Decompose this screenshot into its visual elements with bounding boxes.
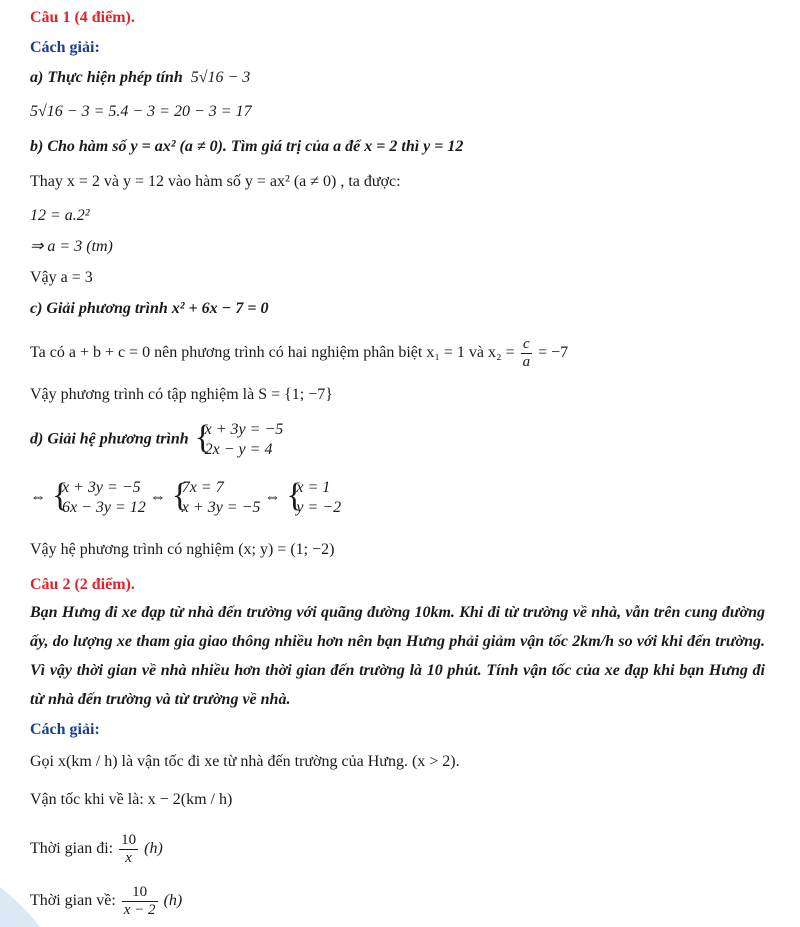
q1d-step3-eq2: y = −2: [296, 499, 342, 516]
q1b-substitution: Thay x = 2 và y = 12 vào hàm số y = ax² (a ≠ 0) , ta được:: [30, 173, 401, 190]
q2-time-return-fraction: [122, 884, 158, 919]
q1c-fraction: [521, 336, 533, 371]
q1d-system-eq1: x + 3y = −5: [204, 421, 284, 438]
q2-time-return-label: Thời gian về:: [30, 892, 116, 910]
q1c-solution-set: Vậy phương trình có tập nghiệm là S = {1; −7}: [30, 386, 333, 403]
q1c-roots-value: = −7: [538, 344, 569, 362]
equivalence-arrow: ⇔: [264, 488, 281, 506]
q1a-work: 5√16 − 3 = 5.4 − 3 = 20 − 3 = 17: [30, 103, 252, 120]
q1d-step2-eq1: 7x = 7: [181, 479, 224, 496]
q1c-fraction-den: a: [522, 354, 531, 370]
q1d-step1: { x + 3y = −5 6x − 3y = 12: [52, 477, 146, 516]
q2-time-return-unit: (h): [163, 892, 183, 910]
q1d-step2: { 7x = 7 x + 3y = −5: [171, 477, 261, 516]
q2-heading: Câu 2 (2 điểm).: [30, 576, 135, 593]
q1d-conclusion: Vậy hệ phương trình có nghiệm (x; y) = (1; −2): [30, 541, 335, 558]
equivalence-arrow: ⇔: [149, 488, 166, 506]
q1c-fraction-num: c: [521, 336, 533, 354]
q2-time-go-unit: (h): [144, 840, 163, 858]
q2-return-speed: Vận tốc khi về là: x − 2(km / h): [30, 791, 233, 808]
q1b-conclusion: Vậy a = 3: [30, 269, 93, 286]
q1d-step2-eq2: x + 3y = −5: [181, 499, 261, 516]
q1a-prompt: [30, 68, 250, 88]
q1-heading: Câu 1 (4 điểm).: [30, 9, 135, 26]
q1c-roots-text: Ta có a + b + c = 0 nên phương trình có hai nghiệm phân biệt x₁ = 1 và x₂ =: [30, 344, 515, 362]
q1b-result: ⇒ a = 3 (tm): [30, 238, 113, 255]
q2-time-go-num: 10: [121, 832, 137, 848]
q2-time-return-den: x − 2: [123, 902, 156, 918]
q1b-prompt: b) Cho hàm số y = ax² (a ≠ 0). Tìm giá trị của a để x = 2 thì y = 12: [30, 138, 464, 155]
q2-method-label: Cách giải:: [30, 721, 100, 738]
q1d-prompt: d) Giải hệ phương trình: [30, 430, 189, 448]
q1d-step1-eq2: 6x − 3y = 12: [62, 499, 146, 516]
q2-variable-def: Gọi x(km / h) là vận tốc đi xe từ nhà đến trường của Hưng. (x > 2).: [30, 753, 460, 770]
q2-time-return-num: 10: [122, 884, 158, 902]
q1d-steps: [30, 478, 341, 518]
q1a-expression: 5√16 − 3: [190, 69, 251, 86]
q1d-prompt-line: [30, 420, 283, 460]
q2-time-go-den: x: [125, 850, 132, 866]
q1c-roots-line: [30, 336, 568, 371]
q2-time-go-fraction: [119, 832, 138, 867]
q2-problem: Bạn Hưng đi xe đạp từ nhà đến trường với quãng đường 10km. Khi đi từ trường về nhà, vẫn trên cung đường ấy, do lượng xe tham gia giao thông nhiều hơn nên bạn Hưng phải giảm vận tốc 2km/h so với khi đến trường. Vì vậy thời gian về nhà nhiều hơn thời gian đến trường là 10 phút. Tính vận tốc của xe đạp khi bạn Hưng đi từ nhà đến trường và từ trường về nhà.: [30, 604, 765, 708]
q1a-prompt-text: a) Thực hiện phép tính: [30, 69, 183, 86]
q1-method-label: Cách giải:: [30, 39, 100, 56]
corner-decoration: [0, 867, 60, 927]
q2-time-go-label: Thời gian đi:: [30, 840, 114, 858]
q1d-step3-eq1: x = 1: [296, 479, 331, 496]
q1d-step3: { x = 1 y = −2: [286, 477, 342, 516]
q1d-system-eq2: 2x − y = 4: [204, 441, 273, 458]
q1d-system: { x + 3y = −5 2x − y = 4: [194, 419, 284, 458]
q2-time-go: [30, 832, 163, 867]
q1d-step1-eq1: x + 3y = −5: [62, 479, 141, 496]
q1c-prompt: c) Giải phương trình x² + 6x − 7 = 0: [30, 300, 269, 317]
equivalence-arrow: ⇔: [30, 488, 46, 506]
q1b-equation: 12 = a.2²: [30, 207, 90, 224]
